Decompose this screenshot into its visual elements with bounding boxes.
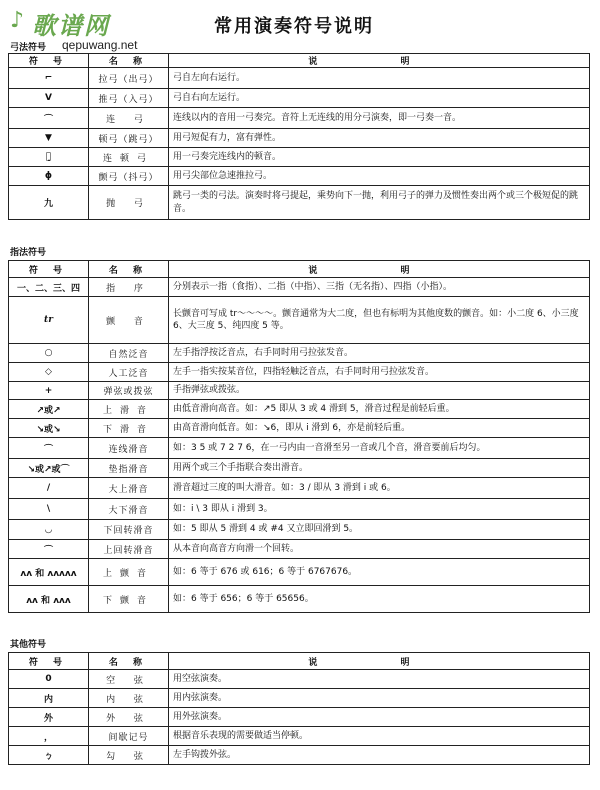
symbol-cell: ʌʌ 和 ʌʌʌ (9, 586, 89, 613)
description-cell: 用空弦演奏。 (169, 670, 590, 689)
description-cell: 分别表示一指（食指）、二指（中指）、三指（无名指）、四指（小指）。 (169, 278, 590, 297)
name-cell: 下回转滑音 (89, 520, 169, 540)
description-cell: 如：6 等于 656；6 等于 65656。 (169, 586, 590, 613)
name-cell: 垫指滑音 (89, 459, 169, 478)
table-row (9, 746, 590, 765)
name-cell: 上回转滑音 (89, 540, 169, 559)
table-row (9, 689, 590, 708)
description-cell: 左手指浮按泛音点，右手同时用弓拉弦发音。 (169, 344, 590, 363)
table-row (9, 89, 590, 108)
symbol-cell: ◇ (9, 363, 89, 382)
name-cell: 大下滑音 (89, 499, 169, 520)
description-cell: 左手一指实按某音位，四指轻触泛音点，右手同时用弓拉弦发音。 (169, 363, 590, 382)
description-cell: 如：6 等于 676 或 616；6 等于 6767676。 (169, 559, 590, 586)
section-title-fingering: 指法符号 (10, 248, 47, 258)
name-cell: 人工泛音 (89, 363, 169, 382)
description-cell: 跳弓一类的弓法。演奏时将弓提起，乘势向下一抛，利用弓子的弹力及惯性奏出两个或三个极短促的跳音。 (169, 186, 590, 220)
col-header-desc: 说 明 (169, 54, 590, 68)
symbol-cell: ▼ (9, 129, 89, 148)
name-cell: 颤弓（抖弓） (89, 167, 169, 186)
symbol-cell: ⌒̣ (9, 148, 89, 167)
col-header-desc: 说 明 (169, 653, 590, 670)
description-cell: 用弓短促有力，富有弹性。 (169, 129, 590, 148)
description-cell: 连线以内的音用一弓奏完。音符上无连线的用分弓演奏，即一弓奏一音。 (169, 108, 590, 129)
table-row (9, 148, 590, 167)
description-cell: 用内弦演奏。 (169, 689, 590, 708)
table-row (9, 167, 590, 186)
table-row (9, 278, 590, 297)
symbol-cell: ⌐ (9, 68, 89, 89)
description-cell: 由低音滑向高音。如：↗5 即从 3 或 4 滑到 5，滑音过程是前轻后重。 (169, 400, 590, 419)
name-cell: 顿弓（跳弓） (89, 129, 169, 148)
col-header-symbol: 符 号 (9, 261, 89, 278)
col-header-name: 名 称 (89, 653, 169, 670)
description-cell: 左手钩拨外弦。 (169, 746, 590, 765)
table-header-row (9, 54, 590, 68)
other-symbols-table (8, 652, 590, 765)
symbol-cell: 外 (9, 708, 89, 727)
symbol-cell: ◡ (9, 520, 89, 540)
fingering-symbols-table (8, 260, 590, 613)
symbol-cell: ⌒ (9, 438, 89, 459)
description-cell: 滑音超过三度的叫大滑音。如：3 / 即从 3 滑到 i 或 6。 (169, 478, 590, 499)
description-cell: 如：3 5 或 7 2 7 6，在一弓内由一音滑至另一音或几个音，滑音要前后均匀。 (169, 438, 590, 459)
table-header-row (9, 653, 590, 670)
table-row (9, 670, 590, 689)
col-header-symbol: 符 号 (9, 54, 89, 68)
symbol-cell: ↘或↘ (9, 419, 89, 438)
symbol-cell: ↗或↗ (9, 400, 89, 419)
description-cell: 用一弓奏完连线内的顿音。 (169, 148, 590, 167)
table-row (9, 559, 590, 586)
table-row (9, 459, 590, 478)
table-row (9, 708, 590, 727)
name-cell: 连 弓 (89, 108, 169, 129)
name-cell: 指 序 (89, 278, 169, 297)
name-cell: 连顿弓 (89, 148, 169, 167)
name-cell: 抛 弓 (89, 186, 169, 220)
symbol-cell: 九 (9, 186, 89, 220)
description-cell: 由高音滑向低音。如：↘6，即从 i 滑到 6，亦是前轻后重。 (169, 419, 590, 438)
bowing-symbols-table (8, 53, 590, 220)
description-cell: 用弓尖部位急速推拉弓。 (169, 167, 590, 186)
symbol-cell: / (9, 478, 89, 499)
table-row (9, 400, 590, 419)
table-row (9, 108, 590, 129)
table-row (9, 186, 590, 220)
col-header-symbol: 符 号 (9, 653, 89, 670)
description-cell: 长颤音可写成 tr～～～～。颤音通常为大二度，但也有标明为其他度数的颤音。如：小二度 6、小三度 6、大三度 5、纯四度 5 等。 (169, 297, 590, 344)
section-title-other: 其他符号 (10, 640, 47, 650)
symbol-cell: 0 (9, 670, 89, 689)
col-header-desc: 说 明 (169, 261, 590, 278)
table-row (9, 129, 590, 148)
table-row (9, 419, 590, 438)
name-cell: 上颤音 (89, 559, 169, 586)
table-row (9, 586, 590, 613)
table-row (9, 478, 590, 499)
symbol-cell: ⌒ (9, 108, 89, 129)
table-row (9, 499, 590, 520)
table-row (9, 727, 590, 746)
table-row (9, 540, 590, 559)
symbol-cell: 一、二、三、四 (9, 278, 89, 297)
table-row (9, 297, 590, 344)
table-row (9, 438, 590, 459)
description-cell: 从本音向高音方向滑一个回转。 (169, 540, 590, 559)
name-cell: 外 弦 (89, 708, 169, 727)
col-header-name: 名 称 (89, 54, 169, 68)
symbol-cell: 内 (9, 689, 89, 708)
description-cell: 如：i \ 3 即从 i 滑到 3。 (169, 499, 590, 520)
description-cell: 手指弹弦或拨弦。 (169, 382, 590, 400)
name-cell: 勾 弦 (89, 746, 169, 765)
symbol-cell: + (9, 382, 89, 400)
table-row (9, 382, 590, 400)
symbol-cell: \ (9, 499, 89, 520)
description-cell: 如：5 即从 5 滑到 4 或 #4 又立即回滑到 5。 (169, 520, 590, 540)
name-cell: 内 弦 (89, 689, 169, 708)
symbol-cell: ↘或↗或⌒ (9, 459, 89, 478)
name-cell: 空 弦 (89, 670, 169, 689)
description-cell: 弓自左向右运行。 (169, 68, 590, 89)
description-cell: 用外弦演奏。 (169, 708, 590, 727)
name-cell: 下颤音 (89, 586, 169, 613)
page-title: 常用演奏符号说明 (214, 16, 374, 37)
col-header-name: 名 称 (89, 261, 169, 278)
description-cell: 根据音乐表现的需要做适当停顿。 (169, 727, 590, 746)
name-cell: 连线滑音 (89, 438, 169, 459)
logo-text: 歌谱网 (32, 11, 110, 40)
table-header-row (9, 261, 590, 278)
symbol-cell: ， (9, 727, 89, 746)
name-cell: 颤 音 (89, 297, 169, 344)
name-cell: 上滑音 (89, 400, 169, 419)
symbol-cell: ⌒ (9, 540, 89, 559)
table-row (9, 363, 590, 382)
name-cell: 弹弦或拨弦 (89, 382, 169, 400)
name-cell: 下滑音 (89, 419, 169, 438)
name-cell: 拉弓（出弓） (89, 68, 169, 89)
table-row (9, 520, 590, 540)
symbol-cell: ϕ (9, 167, 89, 186)
name-cell: 自然泛音 (89, 344, 169, 363)
description-cell: 用两个或三个手指联合奏出滑音。 (169, 459, 590, 478)
music-note-icon: ♪ (10, 8, 25, 33)
symbol-cell: V (9, 89, 89, 108)
symbol-cell: ㄅ (9, 746, 89, 765)
description-cell: 弓自右向左运行。 (169, 89, 590, 108)
name-cell: 推弓（入弓） (89, 89, 169, 108)
table-row (9, 68, 590, 89)
symbol-cell: ʌʌ 和 ʌʌʌʌʌ (9, 559, 89, 586)
name-cell: 大上滑音 (89, 478, 169, 499)
symbol-cell: tr (9, 297, 89, 344)
section-title-bowing: 弓法符号 (10, 43, 47, 53)
logo-url: qepuwang.net (62, 38, 138, 52)
name-cell: 间歇记号 (89, 727, 169, 746)
symbol-cell: ○ (9, 344, 89, 363)
table-row (9, 344, 590, 363)
